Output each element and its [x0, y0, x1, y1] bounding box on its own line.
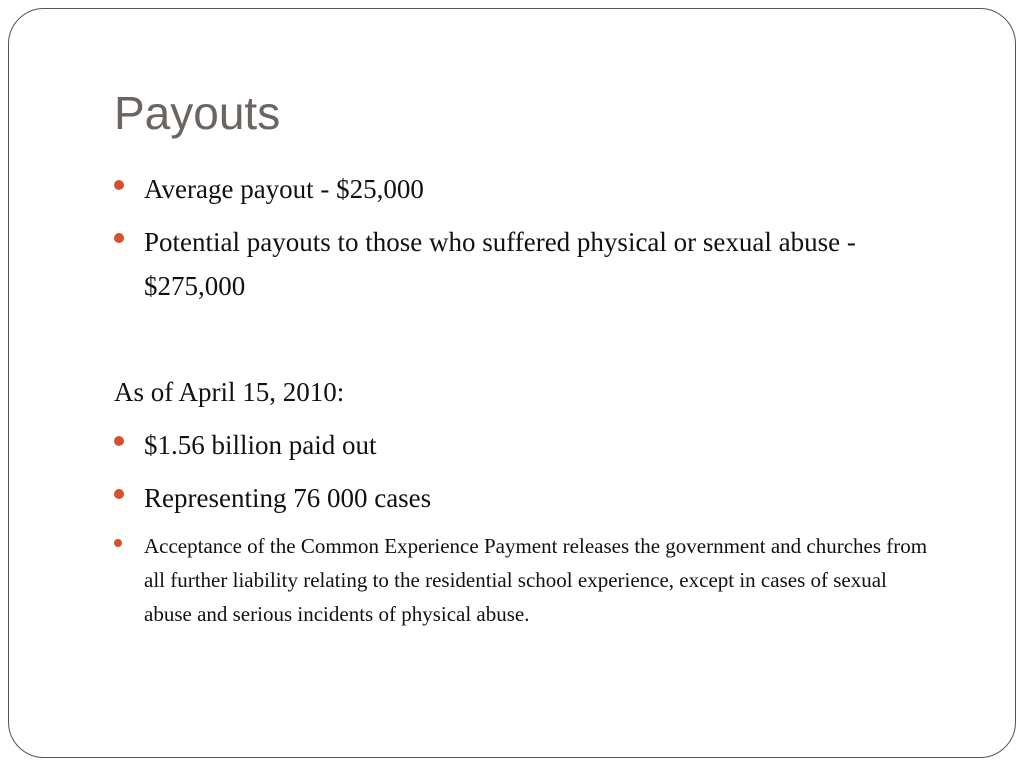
bullet-dot-icon [114, 489, 124, 499]
bullet-cep-note [114, 529, 934, 631]
bullet-paid-out [114, 423, 954, 467]
bullet-text: Potential payouts to those who suffered physical or sexual abuse - $275,000 [144, 227, 856, 301]
bullet-dot-icon [114, 539, 122, 547]
bullet-text: Representing 76 000 cases [144, 483, 432, 513]
bullet-average-payout [114, 167, 954, 211]
bullet-potential-payouts [114, 220, 914, 308]
bullet-text: $1.56 billion paid out [144, 430, 377, 460]
bullet-text: Acceptance of the Common Experience Payment releases the government and churches from all further liability relating to the residential school experience, except in cases of sexual abuse and serious incidents of physical abuse. [144, 534, 928, 626]
bullet-dot-icon [114, 436, 124, 446]
bullet-dot-icon [114, 233, 124, 243]
bullet-cases [114, 476, 954, 520]
slide-title: Payouts [114, 87, 281, 139]
date-subheading: As of April 15, 2010: [114, 377, 345, 407]
bullet-dot-icon [114, 180, 124, 190]
bullet-text: Average payout - $25,000 [144, 174, 424, 204]
